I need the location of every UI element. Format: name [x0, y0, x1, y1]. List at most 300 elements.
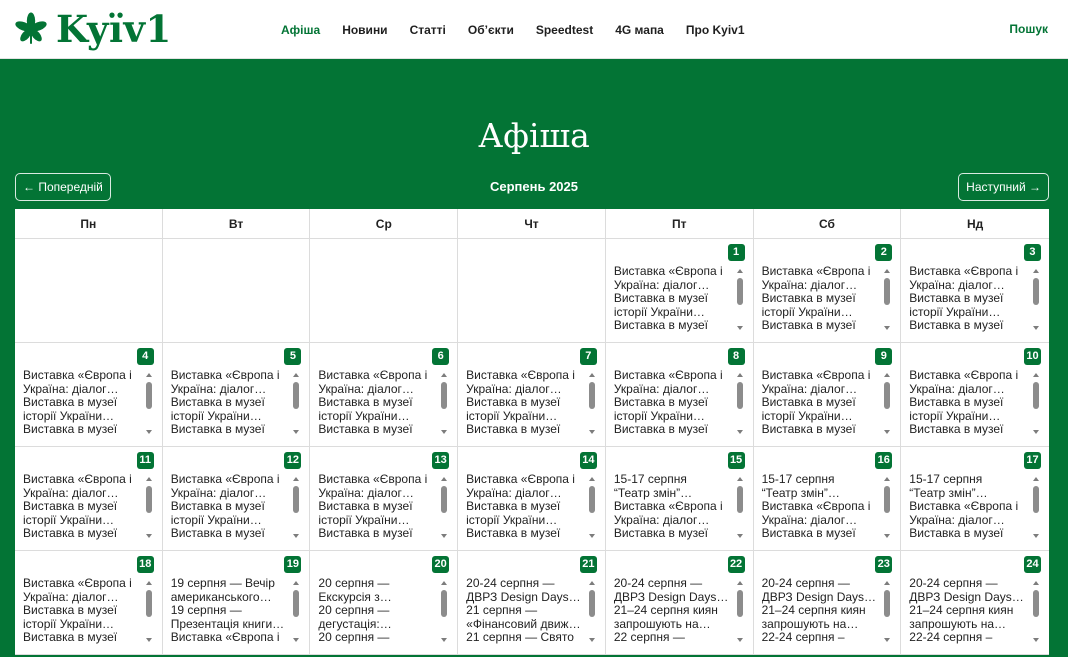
event-item[interactable]: Виставка в музеї: [761, 292, 856, 306]
scroll-up-arrow-icon[interactable]: [884, 373, 890, 377]
event-list[interactable]: [760, 265, 895, 334]
event-item[interactable]: Виставка в музеї: [761, 319, 856, 333]
scroll-down-arrow-icon[interactable]: [441, 638, 447, 642]
event-item[interactable]: 21 серпня — Свято: [466, 631, 574, 645]
day-number-badge[interactable]: 13: [432, 452, 449, 469]
event-item[interactable]: “Театр змін”…: [613, 486, 693, 500]
current-month-label: Серпень 2025: [489, 179, 579, 194]
scroll-down-arrow-icon[interactable]: [1033, 326, 1039, 330]
event-list[interactable]: [169, 369, 304, 438]
scroll-thumb[interactable]: [1033, 486, 1039, 513]
event-item[interactable]: історії України…: [318, 513, 410, 527]
event-item[interactable]: Виставка в музеї: [909, 292, 1004, 306]
event-list[interactable]: [316, 369, 451, 438]
event-item[interactable]: Виставка в музеї: [170, 500, 265, 514]
event-item[interactable]: Виставка в музеї: [318, 500, 413, 514]
day-cell: [901, 343, 1049, 447]
scroll-down-arrow-icon[interactable]: [737, 638, 743, 642]
scroll-thumb[interactable]: [146, 590, 152, 617]
event-list-scrollbar[interactable]: [585, 369, 599, 438]
event-item[interactable]: Україна: діалог…: [761, 513, 858, 527]
event-item[interactable]: Виставка в музеї: [23, 500, 118, 514]
event-item[interactable]: Виставка в музеї: [466, 527, 561, 541]
day-number-badge[interactable]: 7: [580, 348, 597, 365]
event-item[interactable]: Виставка в музеї: [23, 631, 118, 645]
event-item[interactable]: історії України…: [613, 409, 705, 423]
scroll-down-arrow-icon[interactable]: [146, 534, 152, 538]
event-item[interactable]: Україна: діалог…: [761, 382, 858, 396]
event-item[interactable]: 15-17 серпня: [613, 473, 687, 486]
nav-item[interactable]: Афіша: [281, 22, 321, 37]
event-item[interactable]: Екскурсія з…: [318, 590, 392, 604]
event-item[interactable]: Україна: діалог…: [466, 486, 562, 500]
event-item[interactable]: 20-24 серпня —: [466, 577, 555, 590]
day-number-badge[interactable]: 3: [1024, 244, 1041, 261]
scroll-thumb[interactable]: [737, 590, 743, 617]
event-item[interactable]: Україна: діалог…: [909, 278, 1005, 292]
event-list-scrollbar[interactable]: [142, 473, 156, 542]
event-item[interactable]: Виставка в музеї: [613, 396, 708, 410]
scroll-up-arrow-icon[interactable]: [589, 581, 595, 585]
event-item[interactable]: 15-17 серпня: [761, 473, 835, 486]
scroll-down-arrow-icon[interactable]: [146, 430, 152, 434]
event-item[interactable]: історії України…: [23, 617, 115, 631]
event-item[interactable]: 20-24 серпня —: [613, 577, 703, 590]
scroll-up-arrow-icon[interactable]: [589, 373, 595, 377]
day-number-badge[interactable]: 14: [580, 452, 597, 469]
event-item[interactable]: Виставка «Європа і: [761, 500, 871, 514]
scroll-down-arrow-icon[interactable]: [293, 638, 299, 642]
weekday-header: Ср: [310, 209, 458, 239]
event-item[interactable]: історії України…: [170, 409, 262, 423]
scroll-thumb[interactable]: [293, 382, 299, 409]
event-item[interactable]: Виставка в музеї: [318, 396, 413, 410]
empty-day-cell: [458, 239, 606, 343]
event-list-text: [909, 577, 1027, 646]
event-list[interactable]: [907, 577, 1043, 646]
scroll-thumb[interactable]: [146, 382, 152, 409]
event-item[interactable]: Виставка в музеї: [23, 423, 118, 437]
scroll-thumb[interactable]: [441, 590, 447, 617]
scroll-up-arrow-icon[interactable]: [146, 477, 152, 481]
day-cell: [901, 239, 1049, 343]
event-item[interactable]: Україна: діалог…: [613, 513, 710, 527]
event-item[interactable]: дегустація:…: [318, 617, 392, 631]
day-number-badge[interactable]: 18: [137, 556, 154, 573]
event-list[interactable]: [907, 265, 1043, 334]
event-item[interactable]: 15-17 серпня: [909, 473, 983, 486]
event-item[interactable]: Виставка в музеї: [23, 396, 118, 410]
day-number-badge[interactable]: 2: [875, 244, 892, 261]
event-item[interactable]: Україна: діалог…: [466, 382, 562, 396]
scroll-down-arrow-icon[interactable]: [441, 534, 447, 538]
event-item[interactable]: Виставка в музеї: [613, 423, 708, 437]
nav-item[interactable]: Об’єкти: [467, 22, 514, 37]
event-item[interactable]: Виставка «Європа і: [318, 473, 428, 486]
event-list-scrollbar[interactable]: [880, 473, 894, 542]
event-item[interactable]: Виставка «Європа і: [23, 369, 132, 382]
event-item[interactable]: запрошують на…: [761, 617, 859, 631]
event-item[interactable]: ДВРЗ Design Days…: [613, 590, 729, 604]
next-month-button[interactable]: Наступний →: [958, 173, 1049, 201]
day-number-badge[interactable]: 24: [1024, 556, 1041, 573]
day-number-badge[interactable]: 6: [432, 348, 449, 365]
event-list[interactable]: [612, 577, 747, 646]
event-item[interactable]: Виставка в музеї: [466, 396, 561, 410]
event-item[interactable]: 20 серпня —: [318, 604, 390, 618]
event-list[interactable]: [316, 473, 451, 542]
event-item[interactable]: Україна: діалог…: [170, 382, 267, 396]
event-list[interactable]: [21, 473, 156, 542]
event-item[interactable]: запрошують на…: [909, 617, 1007, 631]
event-item[interactable]: Виставка «Європа і: [170, 369, 280, 382]
event-list-text: [23, 577, 140, 646]
event-item[interactable]: Виставка «Європа і: [761, 265, 871, 278]
event-item[interactable]: ДВРЗ Design Days…: [466, 590, 581, 604]
event-item[interactable]: Виставка «Європа і: [909, 500, 1019, 514]
event-item[interactable]: 20-24 серпня —: [909, 577, 998, 590]
site-logo[interactable]: [14, 6, 172, 52]
event-list-text: [466, 369, 583, 438]
scroll-thumb[interactable]: [589, 590, 595, 617]
weekday-header: Пн: [15, 209, 163, 239]
event-item[interactable]: Україна: діалог…: [909, 382, 1005, 396]
scroll-up-arrow-icon[interactable]: [737, 269, 743, 273]
scroll-thumb[interactable]: [441, 382, 447, 409]
event-item[interactable]: Виставка в музеї: [613, 292, 708, 306]
scroll-up-arrow-icon[interactable]: [1033, 373, 1039, 377]
day-number-badge[interactable]: 19: [284, 556, 301, 573]
scroll-down-arrow-icon[interactable]: [146, 638, 152, 642]
scroll-up-arrow-icon[interactable]: [441, 373, 447, 377]
nav-item[interactable]: Speedtest: [535, 22, 594, 37]
event-list-scrollbar[interactable]: [142, 577, 156, 646]
event-list-text: [909, 473, 1027, 542]
event-item[interactable]: Виставка «Європа і: [170, 473, 280, 486]
scroll-down-arrow-icon[interactable]: [1033, 430, 1039, 434]
scroll-up-arrow-icon[interactable]: [441, 581, 447, 585]
day-number-badge[interactable]: 5: [284, 348, 301, 365]
event-item[interactable]: Виставка «Європа і: [909, 265, 1019, 278]
scroll-up-arrow-icon[interactable]: [441, 477, 447, 481]
event-item[interactable]: 19 серпня — Вечір: [170, 577, 275, 590]
nav-item[interactable]: Про Kyiv1: [685, 22, 745, 37]
event-item[interactable]: Презентація книги…: [170, 617, 285, 631]
scroll-down-arrow-icon[interactable]: [884, 638, 890, 642]
event-item[interactable]: історії України…: [466, 513, 558, 527]
empty-day-cell: [15, 239, 163, 343]
event-list-text: [762, 369, 879, 438]
event-item[interactable]: Виставка в музеї: [909, 527, 1004, 541]
event-list-scrollbar[interactable]: [880, 369, 894, 438]
scroll-down-arrow-icon[interactable]: [737, 326, 743, 330]
event-list-text: [762, 577, 879, 646]
event-item[interactable]: 21–24 серпня киян: [761, 604, 866, 618]
event-item[interactable]: 21–24 серпня киян: [909, 604, 1014, 618]
event-item[interactable]: Україна: діалог…: [170, 486, 267, 500]
event-item[interactable]: історії України…: [23, 409, 115, 423]
event-list-text: [614, 473, 731, 542]
event-item[interactable]: Виставка «Європа і: [761, 369, 871, 382]
scroll-thumb[interactable]: [737, 486, 743, 513]
event-list-text: [909, 369, 1027, 438]
scroll-down-arrow-icon[interactable]: [884, 430, 890, 434]
event-item[interactable]: історії України…: [318, 409, 410, 423]
event-list[interactable]: [21, 369, 156, 438]
event-list[interactable]: [760, 473, 895, 542]
event-list[interactable]: [760, 577, 895, 646]
event-item[interactable]: історії України…: [170, 513, 262, 527]
event-item[interactable]: Виставка «Європа і: [466, 473, 575, 486]
day-number-badge[interactable]: 8: [728, 348, 745, 365]
scroll-down-arrow-icon[interactable]: [1033, 534, 1039, 538]
scroll-thumb[interactable]: [737, 278, 743, 305]
event-list[interactable]: [612, 265, 747, 334]
event-list-text: [909, 265, 1027, 334]
event-item[interactable]: “Театр змін”…: [909, 486, 988, 500]
event-list-scrollbar[interactable]: [733, 473, 747, 542]
event-list-scrollbar[interactable]: [1029, 369, 1043, 438]
event-list[interactable]: [169, 473, 304, 542]
event-item[interactable]: ДВРЗ Design Days…: [761, 590, 877, 604]
event-list-scrollbar[interactable]: [585, 473, 599, 542]
event-list-scrollbar[interactable]: [1029, 265, 1043, 334]
event-item[interactable]: Виставка в музеї: [23, 527, 118, 541]
event-item[interactable]: Виставка в музеї: [318, 527, 413, 541]
day-number-badge[interactable]: 20: [432, 556, 449, 573]
day-cell: [901, 447, 1049, 551]
event-item[interactable]: 20 серпня —: [318, 577, 390, 590]
event-item[interactable]: Виставка в музеї: [761, 423, 856, 437]
scroll-up-arrow-icon[interactable]: [146, 581, 152, 585]
event-item[interactable]: Україна: діалог…: [23, 590, 119, 604]
scroll-up-arrow-icon[interactable]: [293, 477, 299, 481]
event-item[interactable]: історії України…: [761, 409, 853, 423]
event-list-scrollbar[interactable]: [289, 577, 303, 646]
event-list[interactable]: [21, 577, 156, 646]
event-list-scrollbar[interactable]: [1029, 577, 1043, 646]
scroll-down-arrow-icon[interactable]: [1033, 638, 1039, 642]
scroll-up-arrow-icon[interactable]: [146, 373, 152, 377]
scroll-up-arrow-icon[interactable]: [589, 477, 595, 481]
event-item[interactable]: історії України…: [23, 513, 115, 527]
event-list-scrollbar[interactable]: [437, 369, 451, 438]
event-item[interactable]: 20-24 серпня —: [761, 577, 850, 590]
scroll-down-arrow-icon[interactable]: [293, 430, 299, 434]
event-item[interactable]: Україна: діалог…: [23, 382, 119, 396]
event-item[interactable]: Виставка «Європа і: [23, 473, 132, 486]
day-cell: [15, 343, 163, 447]
event-item[interactable]: Виставка в музеї: [318, 423, 413, 437]
scroll-thumb[interactable]: [293, 590, 299, 617]
event-item[interactable]: Виставка в музеї: [909, 396, 1004, 410]
event-item[interactable]: Україна: діалог…: [613, 278, 710, 292]
event-list[interactable]: [464, 369, 599, 438]
scroll-down-arrow-icon[interactable]: [737, 534, 743, 538]
event-list-scrollbar[interactable]: [142, 369, 156, 438]
scroll-down-arrow-icon[interactable]: [884, 534, 890, 538]
scroll-up-arrow-icon[interactable]: [737, 373, 743, 377]
search-link[interactable]: Пошук: [1009, 22, 1048, 36]
event-list-scrollbar[interactable]: [437, 577, 451, 646]
event-item[interactable]: Виставка «Європа і: [170, 631, 280, 645]
day-number-badge[interactable]: 22: [728, 556, 745, 573]
day-number-badge[interactable]: 23: [875, 556, 892, 573]
scroll-down-arrow-icon[interactable]: [441, 430, 447, 434]
main-nav: [281, 0, 767, 59]
weekday-header: Пт: [606, 209, 754, 239]
scroll-up-arrow-icon[interactable]: [737, 581, 743, 585]
event-item[interactable]: 20 серпня —: [318, 631, 390, 645]
weekday-header: Чт: [458, 209, 606, 239]
scroll-down-arrow-icon[interactable]: [737, 430, 743, 434]
event-list[interactable]: [760, 369, 895, 438]
event-list-text: [318, 577, 435, 646]
event-item[interactable]: Виставка «Європа і: [613, 369, 723, 382]
event-item[interactable]: Виставка в музеї: [613, 319, 708, 333]
day-number-badge[interactable]: 16: [875, 452, 892, 469]
day-cell: [901, 551, 1049, 655]
event-item[interactable]: Україна: діалог…: [909, 513, 1005, 527]
scroll-up-arrow-icon[interactable]: [293, 373, 299, 377]
event-item[interactable]: історії України…: [613, 305, 705, 319]
event-list[interactable]: [907, 369, 1043, 438]
event-item[interactable]: 22-24 серпня –: [761, 631, 845, 645]
event-item[interactable]: Україна: діалог…: [761, 278, 858, 292]
scroll-thumb[interactable]: [884, 278, 890, 305]
scroll-thumb[interactable]: [1033, 382, 1039, 409]
event-list[interactable]: [316, 577, 451, 646]
nav-item[interactable]: 4G мапа: [615, 22, 664, 37]
day-number-badge[interactable]: 12: [284, 452, 301, 469]
event-item[interactable]: Виставка в музеї: [909, 423, 1004, 437]
event-item[interactable]: “Театр змін”…: [761, 486, 840, 500]
event-list-scrollbar[interactable]: [880, 265, 894, 334]
day-number-badge[interactable]: 4: [137, 348, 154, 365]
scroll-thumb[interactable]: [1033, 278, 1039, 305]
event-list[interactable]: [464, 577, 599, 646]
day-number-badge[interactable]: 9: [875, 348, 892, 365]
event-item[interactable]: Виставка в музеї: [170, 527, 265, 541]
scroll-up-arrow-icon[interactable]: [884, 581, 890, 585]
scroll-thumb[interactable]: [441, 486, 447, 513]
scroll-thumb[interactable]: [884, 486, 890, 513]
scroll-down-arrow-icon[interactable]: [293, 534, 299, 538]
scroll-thumb[interactable]: [293, 486, 299, 513]
event-item[interactable]: Україна: діалог…: [613, 382, 710, 396]
event-list[interactable]: [612, 473, 747, 542]
event-list-scrollbar[interactable]: [880, 577, 894, 646]
scroll-thumb[interactable]: [146, 486, 152, 513]
event-item[interactable]: Виставка «Європа і: [613, 265, 723, 278]
event-item[interactable]: ДВРЗ Design Days…: [909, 590, 1024, 604]
event-item[interactable]: 22-24 серпня –: [909, 631, 993, 645]
event-item[interactable]: американського…: [170, 590, 272, 604]
day-number-badge[interactable]: 15: [728, 452, 745, 469]
event-list-scrollbar[interactable]: [733, 369, 747, 438]
event-item[interactable]: Виставка в музеї: [170, 396, 265, 410]
event-item[interactable]: Україна: діалог…: [23, 486, 119, 500]
event-item[interactable]: 21 серпня —: [466, 604, 538, 618]
event-item[interactable]: «Фінансовий движ…: [466, 617, 581, 631]
event-item[interactable]: Виставка «Європа і: [23, 577, 132, 590]
event-item[interactable]: 22 серпня —: [613, 631, 685, 645]
scroll-thumb[interactable]: [589, 486, 595, 513]
event-item[interactable]: Виставка в музеї: [909, 319, 1004, 333]
event-list-scrollbar[interactable]: [289, 473, 303, 542]
event-item[interactable]: Виставка в музеї: [466, 423, 561, 437]
event-item[interactable]: Виставка «Європа і: [909, 369, 1019, 382]
event-item[interactable]: Виставка в музеї: [761, 527, 856, 541]
event-item[interactable]: Виставка в музеї: [466, 500, 561, 514]
day-number-badge[interactable]: 11: [137, 452, 154, 469]
scroll-thumb[interactable]: [884, 382, 890, 409]
event-item[interactable]: історії України…: [909, 409, 1001, 423]
event-item[interactable]: історії України…: [909, 305, 1001, 319]
scroll-up-arrow-icon[interactable]: [1033, 581, 1039, 585]
event-list[interactable]: [907, 473, 1043, 542]
event-item[interactable]: Виставка в музеї: [761, 396, 856, 410]
event-item[interactable]: Виставка в музеї: [170, 423, 265, 437]
scroll-thumb[interactable]: [589, 382, 595, 409]
event-item[interactable]: Виставка в музеї: [613, 527, 708, 541]
event-item[interactable]: запрошують на…: [613, 617, 711, 631]
event-list-scrollbar[interactable]: [733, 577, 747, 646]
event-list-scrollbar[interactable]: [289, 369, 303, 438]
scroll-up-arrow-icon[interactable]: [1033, 477, 1039, 481]
scroll-up-arrow-icon[interactable]: [293, 581, 299, 585]
event-calendar: [15, 209, 1049, 655]
event-item[interactable]: Виставка «Європа і: [613, 500, 723, 514]
day-number-badge[interactable]: 10: [1024, 348, 1041, 365]
event-item[interactable]: Виставка в музеї: [23, 604, 118, 618]
event-item[interactable]: Виставка «Європа і: [466, 369, 575, 382]
nav-item[interactable]: Статті: [409, 22, 446, 37]
day-number-badge[interactable]: 21: [580, 556, 597, 573]
event-list-scrollbar[interactable]: [437, 473, 451, 542]
event-item[interactable]: історії України…: [761, 305, 853, 319]
scroll-up-arrow-icon[interactable]: [1033, 269, 1039, 273]
event-list[interactable]: [169, 577, 304, 646]
previous-month-button[interactable]: ← Попередній: [15, 173, 111, 201]
nav-item[interactable]: Новини: [342, 22, 388, 37]
event-list-scrollbar[interactable]: [733, 265, 747, 334]
day-number-badge[interactable]: 17: [1024, 452, 1041, 469]
scroll-thumb[interactable]: [737, 382, 743, 409]
scroll-thumb[interactable]: [884, 590, 890, 617]
scroll-up-arrow-icon[interactable]: [737, 477, 743, 481]
event-list[interactable]: [612, 369, 747, 438]
scroll-down-arrow-icon[interactable]: [589, 534, 595, 538]
event-list-scrollbar[interactable]: [585, 577, 599, 646]
scroll-down-arrow-icon[interactable]: [589, 430, 595, 434]
event-item[interactable]: історії України…: [466, 409, 558, 423]
scroll-down-arrow-icon[interactable]: [884, 326, 890, 330]
scroll-up-arrow-icon[interactable]: [884, 269, 890, 273]
scroll-down-arrow-icon[interactable]: [589, 638, 595, 642]
event-item[interactable]: Виставка «Європа і: [318, 369, 428, 382]
chestnut-leaf-icon: [14, 12, 48, 46]
event-item[interactable]: 21–24 серпня киян: [613, 604, 718, 618]
event-list[interactable]: [464, 473, 599, 542]
scroll-thumb[interactable]: [1033, 590, 1039, 617]
scroll-up-arrow-icon[interactable]: [884, 477, 890, 481]
event-item[interactable]: Україна: діалог…: [318, 486, 414, 500]
day-number-badge[interactable]: 1: [728, 244, 745, 261]
event-item[interactable]: 19 серпня —: [170, 604, 242, 618]
event-item[interactable]: Україна: діалог…: [318, 382, 414, 396]
event-list-scrollbar[interactable]: [1029, 473, 1043, 542]
